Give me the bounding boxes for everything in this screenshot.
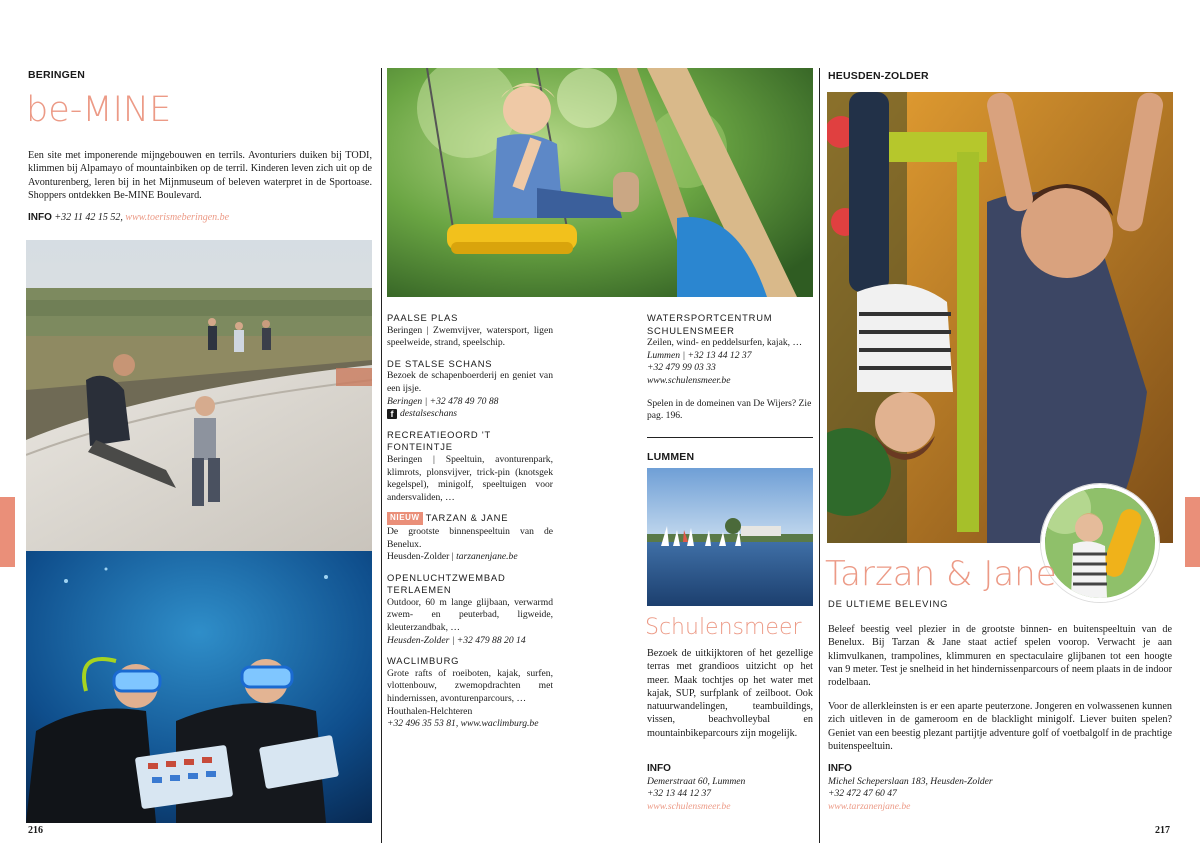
tarzan-jane-paragraph-2: Voor de allerkleinsten is er een aparte peuterzone. Jongeren en volwassenen kunnen zich uitleven in de gameroom en de blacklight minigolf. Liever buiten spelen? Geniet van een beestig plezant partijtje adventure golf of voetbalgolf in de prachtige buitenspeeltuin. <box>828 701 1172 752</box>
region-label-lummen: LUMMEN <box>647 451 695 463</box>
wijers-note: Spelen in de domeinen van De Wijers? Zie pag. 196. <box>647 397 812 422</box>
be-mine-description: Een site met imponerende mijngebouwen en terrils. Avonturiers duiken bij TODI, klimmen bij Alpamayo of mountainbiken op de terril. Kinderen leven zich uit op de Avonturenberg, leren bij in het Mijnmuseum of beleven waterpret in de Sportoase. Shoppers ontdekken Be-MINE Boulevard. <box>28 150 372 201</box>
info-address: Demerstraat 60, Lummen <box>647 775 746 787</box>
new-badge: NIEUW <box>387 512 423 525</box>
listing-heading-row <box>387 512 553 526</box>
info-address: Michel Scheperslaan 183, Heusden-Zolder <box>828 775 993 787</box>
listing-heading: RECREATIEOORD 'T FONTEINTJE <box>387 428 491 453</box>
info-label: INFO <box>647 763 671 774</box>
listing-paalse-plas <box>387 312 553 350</box>
terril-photo <box>26 240 372 551</box>
tarzan-jane-info <box>828 763 1172 813</box>
listing-text: De grootste binnenspeeltuin van de Benelux. <box>387 525 553 550</box>
listing-heading: DE STALSE SCHANS <box>387 357 493 369</box>
region-label-beringen: BERINGEN <box>28 69 86 81</box>
page-number-left: 216 <box>28 825 43 836</box>
tarzan-jane-photo <box>827 92 1173 543</box>
listing-heading: PAALSE PLAS <box>387 312 459 323</box>
region-label-heusden-zolder: HEUSDEN-ZOLDER <box>828 70 929 82</box>
tarzan-jane-inset-photo <box>1041 484 1159 602</box>
info-phone: +32 11 42 15 52, <box>54 212 123 223</box>
listing-fonteintje <box>387 429 553 505</box>
section-divider <box>647 437 813 438</box>
underwater-photo <box>26 551 372 823</box>
be-mine-title: be-MINE <box>26 90 172 130</box>
listing-text: Beringen | Speeltuin, avonturenpark, klimrots, plonsvijver, trick-pin (knotsgek kegelspel), minigolf, speeltuigen voor andersvaliden, … <box>387 453 553 503</box>
listing-text: Outdoor, 60 m lange glijbaan, verwarmd zwem- en peuterbad, ligweide, kleuterzandbak, … <box>387 596 553 634</box>
listing-phone: Beringen | +32 478 49 70 88 <box>387 395 499 407</box>
watersport-phone: +32 479 99 03 33 <box>647 362 716 374</box>
listing-heading: OPENLUCHTZWEMBAD TERLAEMEN <box>387 571 506 596</box>
watersport-listing <box>647 312 813 423</box>
listing-contact <box>387 551 553 564</box>
page-number-right: 217 <box>1155 825 1170 836</box>
watersport-heading-2: SCHULENSMEER <box>647 324 735 336</box>
info-link[interactable]: www.tarzanenjane.be <box>828 800 911 812</box>
listing-heading: WACLIMBURG <box>387 655 460 667</box>
listing-heading: TARZAN & JANE <box>425 512 509 524</box>
listing-link[interactable]: tarzanenjane.be <box>456 551 518 563</box>
column-divider-1 <box>381 68 382 843</box>
info-phone: +32 472 47 60 47 <box>828 788 897 800</box>
facebook-icon: f <box>387 409 397 419</box>
info-label: INFO <box>28 212 52 223</box>
listing-text: Beringen | Zwemvijver, watersport, ligen speelweide, strand, speelschip. <box>387 324 553 349</box>
be-mine-info <box>28 212 372 225</box>
listing-social[interactable] <box>387 408 553 421</box>
listing-text: Grote rafts of roeiboten, kajak, surfen, vlottenbouw, zwemopdrachten met hindernissen, avonturenparcours, … <box>387 667 553 705</box>
facebook-handle[interactable]: destalseschans <box>400 408 458 420</box>
listing-contact-2[interactable]: +32 496 35 53 81, www.waclimburg.be <box>387 718 539 730</box>
listing-waclimburg <box>387 655 553 731</box>
schulensmeer-description: Bezoek de uitkijktoren of het gezellige terras met grandioos uitzicht op het meer. Maak tochtjes op het water met kajak, SUP, surfplank of zeilboot. Ook natuurwandelingen, teambuildings, vissen, beachvolleybal en mountainbikeparcours zijn mogelijk. <box>647 648 813 739</box>
listing-contact <box>387 396 553 409</box>
listing-de-stalse-schans <box>387 358 553 421</box>
info-phone: +32 13 44 12 37 <box>647 788 712 800</box>
watersport-heading-1: WATERSPORTCENTRUM <box>647 312 773 323</box>
watersport-contact: Lummen | +32 13 44 12 37 <box>647 349 752 361</box>
right-edge-tab <box>1185 497 1200 567</box>
schulensmeer-title: Schulensmeer <box>645 615 802 640</box>
schulensmeer-photo <box>647 468 813 606</box>
listing-tarzan-jane <box>387 512 553 563</box>
listing-contact: Heusden-Zolder | +32 479 88 20 14 <box>387 634 526 646</box>
info-link[interactable]: www.toerismeberingen.be <box>125 212 230 223</box>
tarzan-jane-subtitle: DE ULTIEME BELEVING <box>828 598 949 609</box>
tarzan-jane-title: Tarzan & Jane <box>825 554 1057 594</box>
swing-photo <box>387 68 813 297</box>
info-label: INFO <box>828 763 852 774</box>
tarzan-jane-paragraph-1: Beleef beestig veel plezier in de grootste binnen- en buitenspeeltuin van de Benelux. Bij Tarzan & Jane staat actief spelen voorop. Verwacht je aan klimvulkanen, trampolines, klimmuren en spectaculaire glijbanen tot een hoogte van 9 meter. Test je snelheid in het hindernissenparcours of neem plaats in de indoor rodelbaan. <box>828 624 1172 689</box>
schulensmeer-info <box>647 763 813 813</box>
info-link[interactable]: www.schulensmeer.be <box>647 800 731 812</box>
left-edge-tab <box>0 497 15 567</box>
watersport-web[interactable]: www.schulensmeer.be <box>647 374 731 386</box>
listing-contact: Houthalen-Helchteren <box>387 705 473 717</box>
listing-town: Heusden-Zolder | <box>387 551 454 563</box>
listing-terlaemen <box>387 572 553 648</box>
middle-listings <box>387 312 553 739</box>
watersport-text: Zeilen, wind- en peddelsurfen, kajak, … <box>647 337 803 349</box>
column-divider-2 <box>819 68 820 843</box>
listing-text: Bezoek de schapenboerderij en geniet van een ijsje. <box>387 370 553 394</box>
